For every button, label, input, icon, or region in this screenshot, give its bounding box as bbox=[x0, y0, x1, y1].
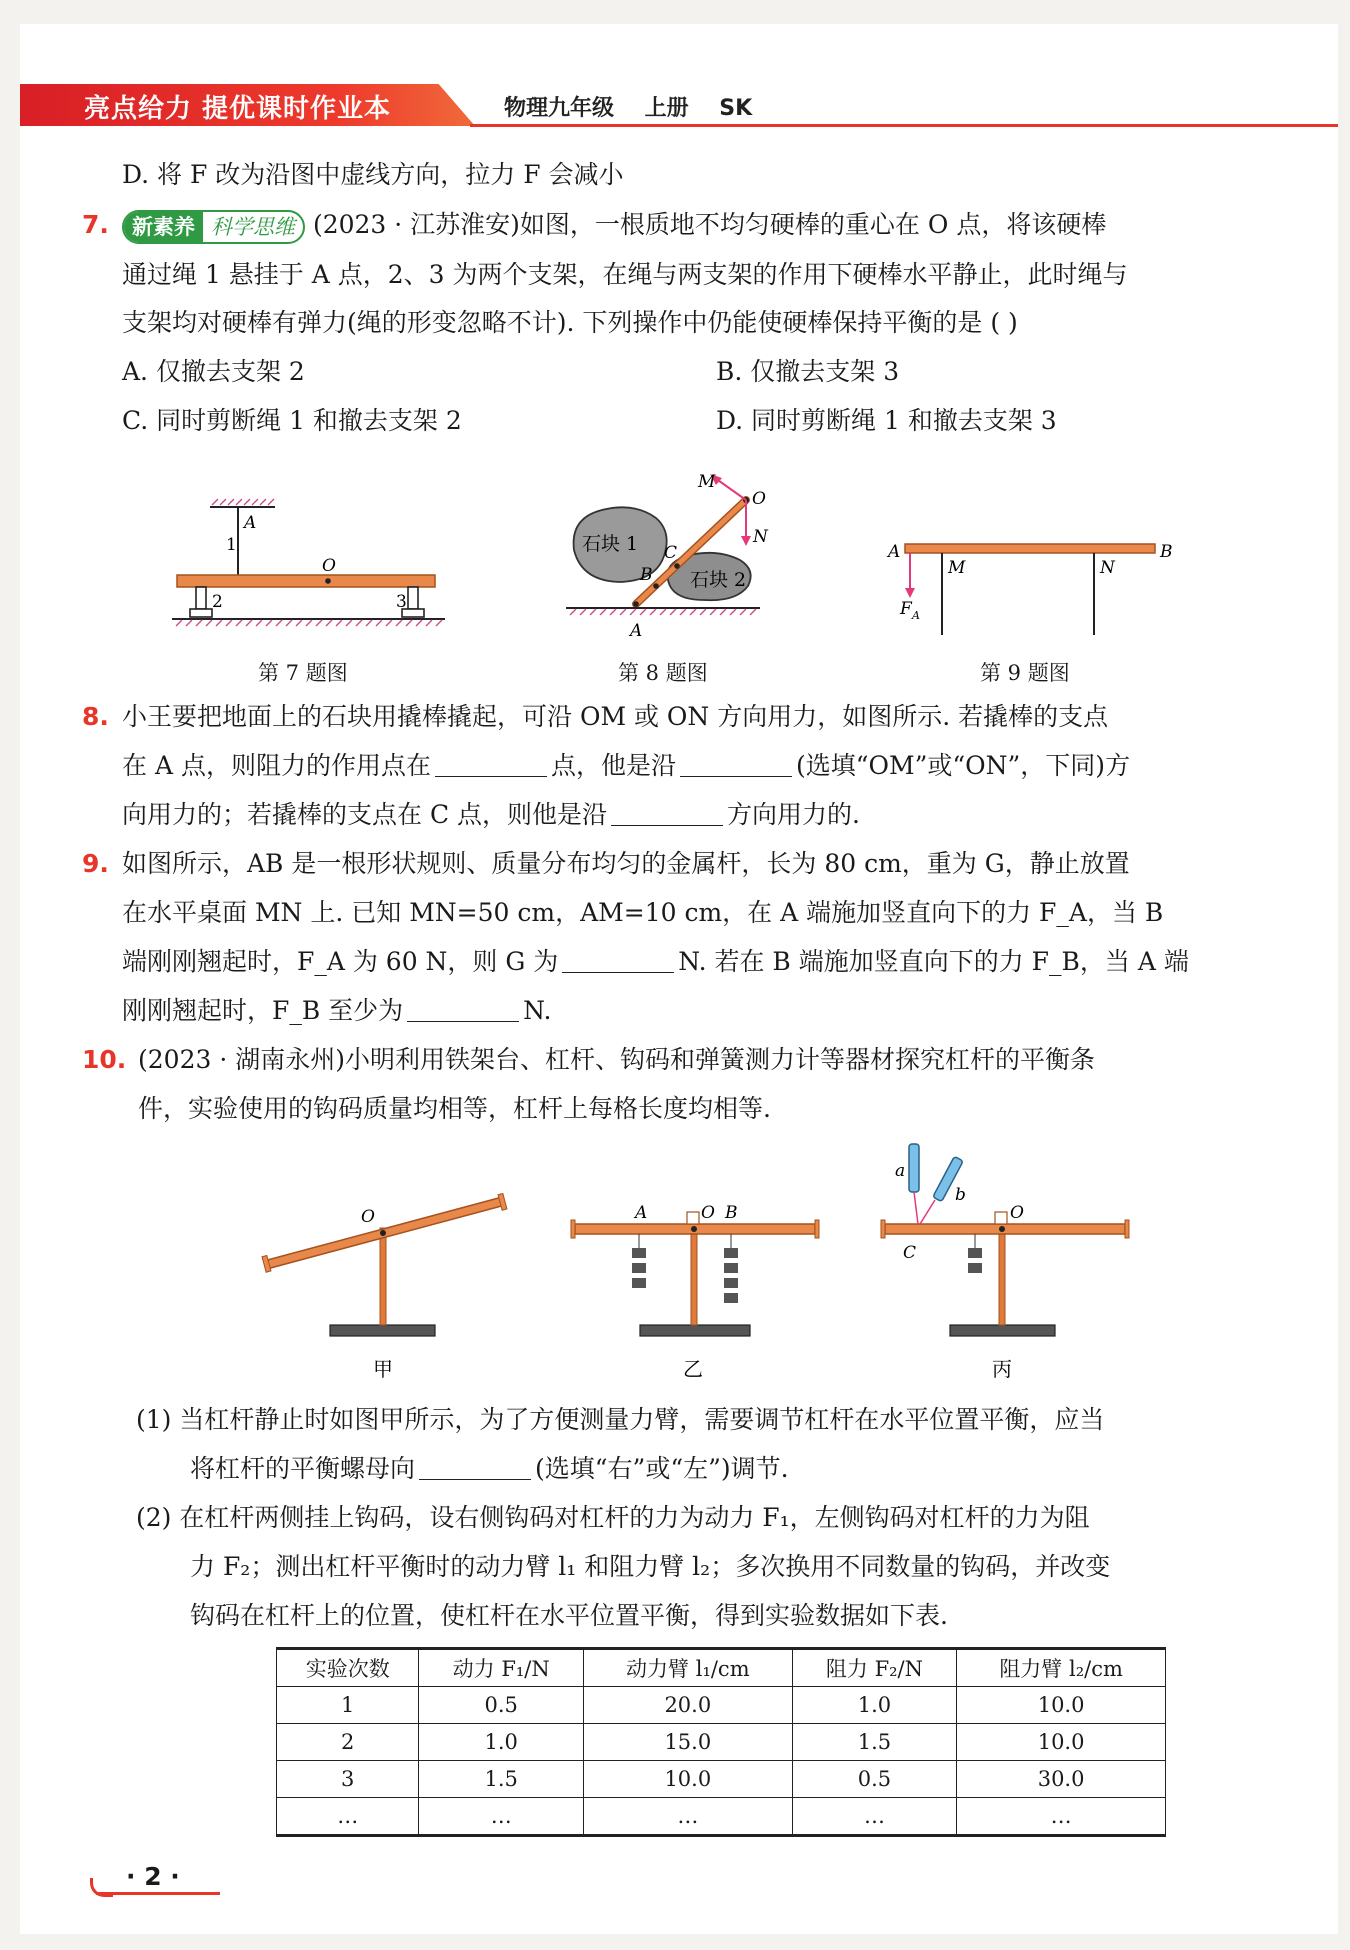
fig10-yi-a: A bbox=[635, 1203, 648, 1223]
table-cell: 3 bbox=[277, 1761, 419, 1798]
fig9-label-fsub: A bbox=[912, 609, 920, 622]
table-header-row bbox=[277, 1649, 1166, 1687]
q7-number: 7. bbox=[82, 210, 109, 239]
q6-option-d: D. 将 F 改为沿图中虚线方向，拉力 F 会减小 bbox=[122, 160, 624, 189]
q7-option-b: B. 仅撤去支架 3 bbox=[716, 357, 900, 386]
table-row bbox=[277, 1761, 1166, 1798]
fig9-label-f: F bbox=[900, 599, 912, 619]
q10-sub2-line2: 力 F₂；测出杠杆平衡时的动力臂 l₁ 和阻力臂 l₂；多次换用不同数量的钩码，并改变 bbox=[190, 1552, 1111, 1581]
q7-line1 bbox=[122, 208, 1106, 244]
table-cell: 1.5 bbox=[419, 1761, 583, 1798]
fig8-label-n: N bbox=[753, 527, 768, 547]
q9-blank2[interactable] bbox=[407, 997, 519, 1022]
table-cell: 15.0 bbox=[583, 1724, 792, 1761]
q10-sub1-line2 bbox=[190, 1452, 789, 1486]
table-cell: … bbox=[419, 1798, 583, 1836]
q8-line3 bbox=[122, 798, 860, 832]
fig8-stone1: 石块 1 bbox=[582, 533, 639, 555]
table-cell: … bbox=[957, 1798, 1166, 1836]
page-number-rule bbox=[96, 1892, 220, 1895]
table-cell: 1.0 bbox=[419, 1724, 583, 1761]
table-cell: … bbox=[583, 1798, 792, 1836]
q8-line2c: (选填“OM”或“ON”，下同)方 bbox=[795, 751, 1131, 780]
q9-line4b: N. bbox=[523, 996, 552, 1025]
q7-option-c: C. 同时剪断绳 1 和撤去支架 2 bbox=[122, 406, 462, 435]
q9-line3b: N. 若在 B 端施加竖直向下的力 F_B，当 A 端 bbox=[678, 947, 1189, 976]
q8-blank2[interactable] bbox=[680, 752, 792, 777]
book-info: 物理九年级 上册 SK bbox=[504, 96, 753, 121]
spring-scale-a bbox=[909, 1144, 919, 1192]
table-cell: 10.0 bbox=[957, 1724, 1166, 1761]
fig10-bing-b: b bbox=[955, 1185, 966, 1205]
q8-line3b: 方向用力的. bbox=[727, 800, 860, 829]
fig7-rod bbox=[177, 575, 435, 587]
q10-sub2-line1: (2) 在杠杆两侧挂上钩码，设右侧钩码对杠杆的力为动力 F₁，左侧钩码对杠杆的力为阻 bbox=[136, 1503, 1090, 1532]
fig10-bing bbox=[881, 1144, 1129, 1336]
q7-option-d: D. 同时剪断绳 1 和撤去支架 3 bbox=[716, 406, 1057, 435]
fig8-label-b: B bbox=[640, 565, 653, 585]
fig9-caption: 第 9 题图 bbox=[980, 661, 1070, 685]
table-cell: 1.5 bbox=[792, 1724, 956, 1761]
table-header: 动力 F₁/N bbox=[419, 1649, 583, 1687]
fig7-label-2: 2 bbox=[212, 592, 223, 612]
q8-line3a: 向用力的；若撬棒的支点在 C 点，则他是沿 bbox=[122, 800, 608, 829]
table-cell: 0.5 bbox=[419, 1687, 583, 1724]
q10-sub1-line2a: 将杠杆的平衡螺母向 bbox=[190, 1454, 416, 1483]
table-cell: … bbox=[277, 1798, 419, 1836]
fig8-stone2: 石块 2 bbox=[690, 569, 747, 591]
table-cell: 2 bbox=[277, 1724, 419, 1761]
q8-line2 bbox=[122, 749, 1130, 783]
q8-blank1[interactable] bbox=[435, 752, 547, 777]
q10-sub1-line2b: (选填“右”或“左”)调节. bbox=[535, 1454, 789, 1483]
q9-line4 bbox=[122, 994, 551, 1028]
table-cell: 10.0 bbox=[957, 1687, 1166, 1724]
q8-line2b: 点，他是沿 bbox=[550, 751, 676, 780]
figure-8 bbox=[560, 470, 790, 650]
q9-line2: 在水平桌面 MN 上. 已知 MN=50 cm，AM=10 cm，在 A 端施加竖直向下的力 F_A，当 B bbox=[122, 898, 1164, 927]
fig7-caption: 第 7 题图 bbox=[258, 661, 348, 685]
q10-line2: 件，实验使用的钩码质量均相等，杠杆上每格长度均相等. bbox=[138, 1094, 771, 1123]
table-cell: 0.5 bbox=[792, 1761, 956, 1798]
table-cell: 20.0 bbox=[583, 1687, 792, 1724]
tag-sub: 科学思维 bbox=[211, 214, 295, 239]
fig7-label-3: 3 bbox=[396, 592, 407, 612]
fig10-caption-yi: 乙 bbox=[683, 1357, 703, 1381]
page-number: · 2 · bbox=[126, 1862, 180, 1891]
q7-option-a: A. 仅撤去支架 2 bbox=[122, 357, 305, 386]
fig9-label-m: M bbox=[948, 558, 966, 578]
q7-line3: 支架均对硬棒有弹力(绳的形变忽略不计). 下列操作中仍能使硬棒保持平衡的是 ( ) bbox=[122, 308, 1018, 337]
fig9-label-n: N bbox=[1100, 558, 1115, 578]
table-header: 实验次数 bbox=[277, 1649, 419, 1687]
fig10-caption-bing: 丙 bbox=[992, 1357, 1012, 1381]
fig7-label-1: 1 bbox=[226, 535, 237, 555]
table-header: 阻力臂 l₂/cm bbox=[957, 1649, 1166, 1687]
table-cell: 10.0 bbox=[583, 1761, 792, 1798]
series-title: 亮点给力 提优课时作业本 bbox=[84, 94, 392, 124]
table-row bbox=[277, 1724, 1166, 1761]
q9-line3 bbox=[122, 945, 1189, 979]
fig10-jia bbox=[262, 1193, 507, 1336]
fig7-label-a: A bbox=[244, 513, 257, 533]
fig10-yi-b: B bbox=[725, 1203, 738, 1223]
q8-number: 8. bbox=[82, 702, 109, 731]
fig8-label-a: A bbox=[630, 621, 643, 641]
q9-blank1[interactable] bbox=[562, 948, 674, 973]
fig10-yi bbox=[571, 1203, 819, 1336]
table-cell: 1.0 bbox=[792, 1687, 956, 1724]
q9-line3a: 端刚刚翘起时，F_A 为 60 N，则 G 为 bbox=[122, 947, 559, 976]
fig10-bing-c: C bbox=[903, 1243, 917, 1263]
figure-10 bbox=[255, 1140, 1135, 1390]
fig9-rod bbox=[905, 544, 1155, 553]
table-cell: … bbox=[792, 1798, 956, 1836]
fig10-jia-o: O bbox=[361, 1207, 375, 1227]
table-row bbox=[277, 1798, 1166, 1836]
q8-line1: 小王要把地面上的石块用撬棒撬起，可沿 OM 或 ON 方向用力，如图所示. 若撬棒的支点 bbox=[122, 702, 1109, 731]
q7-tag bbox=[122, 210, 305, 244]
q7-line1-text: (2023 · 江苏淮安)如图，一根质地不均匀硬棒的重心在 O 点，将该硬棒 bbox=[312, 210, 1107, 239]
fig9-label-b: B bbox=[1160, 542, 1173, 562]
fig10-bing-a: a bbox=[895, 1161, 906, 1181]
table-cell: 30.0 bbox=[957, 1761, 1166, 1798]
q10-sub1-line1: (1) 当杠杆静止时如图甲所示，为了方便测量力臂，需要调节杠杆在水平位置平衡，应当 bbox=[136, 1405, 1105, 1434]
fig8-caption: 第 8 题图 bbox=[618, 661, 708, 685]
fig8-label-m: M bbox=[698, 472, 716, 492]
fig10-bing-o: O bbox=[1010, 1203, 1024, 1223]
fig10-yi-o: O bbox=[701, 1203, 715, 1223]
q9-line1: 如图所示，AB 是一根形状规则、质量分布均匀的金属杆，长为 80 cm，重为 G，静止放置 bbox=[122, 849, 1130, 878]
experiment-table bbox=[276, 1647, 1166, 1837]
q10-number: 10. bbox=[82, 1045, 127, 1074]
fig8-label-o: O bbox=[752, 489, 766, 509]
figure-7 bbox=[160, 495, 460, 645]
table-header: 动力臂 l₁/cm bbox=[583, 1649, 792, 1687]
tag-main: 新素养 bbox=[124, 212, 203, 242]
q8-blank3[interactable] bbox=[611, 801, 723, 826]
figure-9 bbox=[880, 530, 1180, 640]
q10-sub2-line3: 钩码在杠杆上的位置，使杠杆在水平位置平衡，得到实验数据如下表. bbox=[190, 1601, 948, 1630]
fig7-label-o: O bbox=[322, 556, 336, 576]
q9-line4a: 刚刚翘起时，F_B 至少为 bbox=[122, 996, 404, 1025]
fig8-label-c: C bbox=[664, 543, 678, 563]
table-cell: 1 bbox=[277, 1687, 419, 1724]
header-rule bbox=[470, 124, 1338, 127]
fig9-label-a: A bbox=[888, 542, 901, 562]
table-row bbox=[277, 1687, 1166, 1724]
q10-blank1[interactable] bbox=[419, 1455, 531, 1480]
fig10-caption-jia: 甲 bbox=[373, 1357, 393, 1381]
q7-line2: 通过绳 1 悬挂于 A 点，2、3 为两个支架，在绳与两支架的作用下硬棒水平静止，此时绳与 bbox=[122, 260, 1128, 289]
table-header: 阻力 F₂/N bbox=[792, 1649, 956, 1687]
q9-number: 9. bbox=[82, 849, 109, 878]
q10-line1: (2023 · 湖南永州)小明利用铁架台、杠杆、钩码和弹簧测力计等器材探究杠杆的平衡条 bbox=[138, 1045, 1095, 1074]
q8-line2a: 在 A 点，则阻力的作用点在 bbox=[122, 751, 431, 780]
